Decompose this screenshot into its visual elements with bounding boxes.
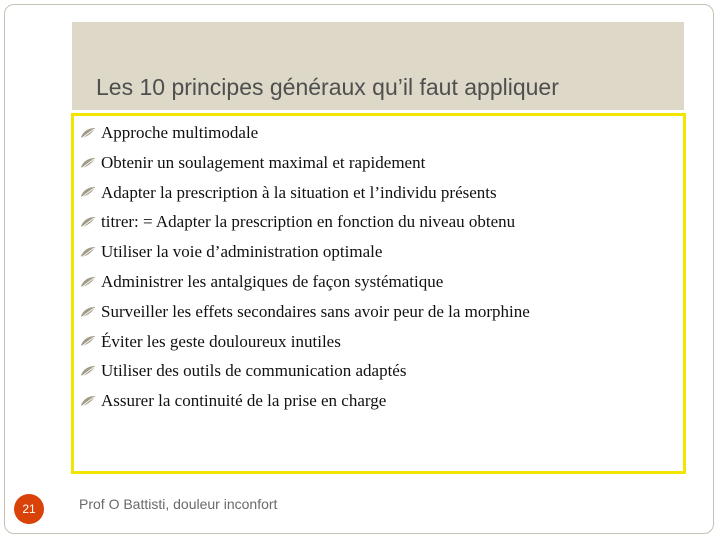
leaf-bullet-icon: [79, 364, 97, 378]
bullet-list: [79, 118, 530, 416]
page-number: 21: [22, 502, 36, 516]
bullet-text: Utiliser la voie d’administration optimale: [101, 242, 383, 262]
leaf-bullet-icon: [79, 185, 97, 199]
title-band: [72, 22, 684, 110]
bullet-item: [79, 297, 530, 327]
bullet-item: [79, 178, 530, 208]
bullet-text: Administrer les antalgiques de façon systématique: [101, 271, 444, 291]
leaf-bullet-icon: [79, 215, 97, 229]
leaf-bullet-icon: [79, 305, 97, 319]
bullet-item: [79, 148, 530, 178]
bullet-item: [79, 207, 530, 237]
bullet-text: Utiliser des outils de communication adaptés: [101, 361, 407, 381]
bullet-text: Assurer la continuité de la prise en charge: [101, 391, 387, 411]
bullet-text: Surveiller les effets secondaires sans avoir peur de la morphine: [101, 301, 530, 321]
slide-title: Les 10 principes généraux qu’il faut appliquer: [96, 74, 559, 100]
bullet-text: Obtenir un soulagement maximal et rapidement: [101, 152, 426, 172]
bullet-item: [79, 267, 530, 297]
footer-text: Prof O Battisti, douleur inconfort: [79, 496, 278, 512]
bullet-text: titrer: = Adapter la prescription en fonction du niveau obtenu: [101, 212, 516, 232]
leaf-bullet-icon: [79, 334, 97, 348]
bullet-item: [79, 386, 530, 416]
bullet-text: Approche multimodale: [101, 123, 259, 142]
bullet-item: [79, 118, 530, 148]
content-box: [71, 113, 686, 474]
leaf-bullet-icon: [79, 275, 97, 289]
bullet-item: [79, 327, 530, 357]
bullet-item: [79, 237, 530, 267]
bullet-item: [79, 356, 530, 386]
leaf-bullet-icon: [79, 126, 97, 140]
bullet-text: Éviter les geste douloureux inutiles: [101, 331, 341, 351]
leaf-bullet-icon: [79, 156, 97, 170]
page-number-badge: [14, 494, 44, 524]
leaf-bullet-icon: [79, 394, 97, 408]
leaf-bullet-icon: [79, 245, 97, 259]
bullet-text: Adapter la prescription à la situation et l’individu présents: [101, 182, 497, 202]
